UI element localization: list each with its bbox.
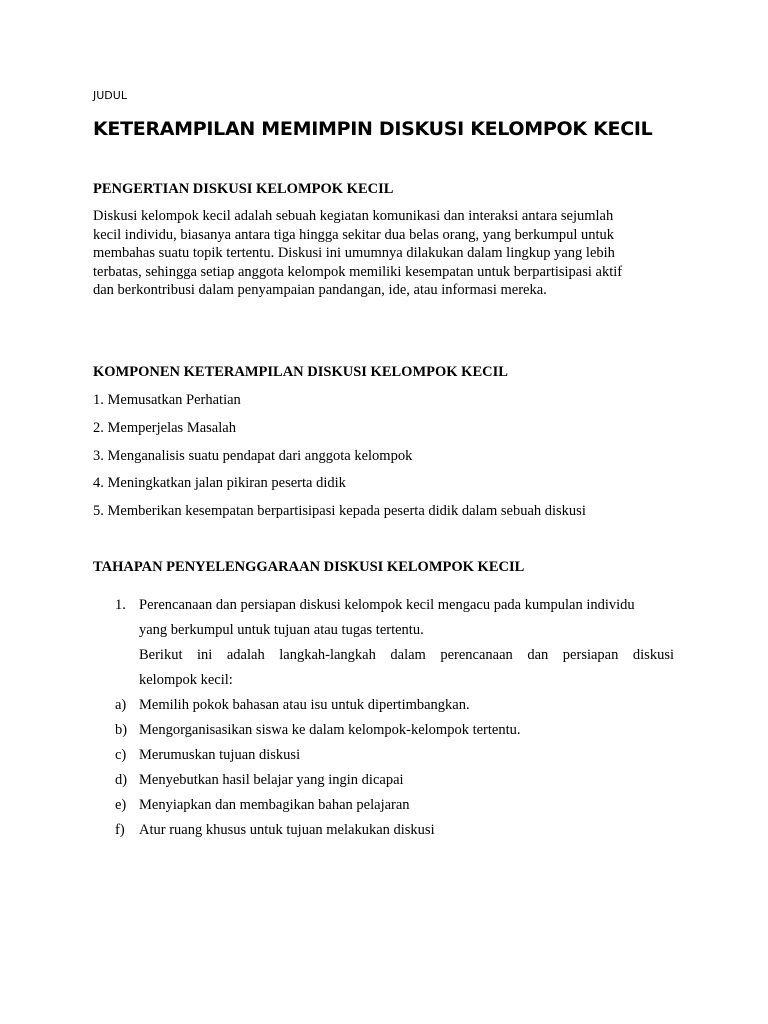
sub-list-text: Atur ruang khusus untuk tujuan melakukan diskusi <box>139 822 435 838</box>
list-item: 3. Menganalisis suatu pendapat dari anggota kelompok <box>93 448 413 464</box>
sub-list-marker: a) <box>115 697 127 713</box>
section-heading-komponen: KOMPONEN KETERAMPILAN DISKUSI KELOMPOK KECIL <box>93 364 508 380</box>
list-item-text: yang berkumpul untuk tujuan atau tugas tertentu. <box>139 622 424 638</box>
list-item-text: kelompok kecil: <box>139 672 233 688</box>
sub-list-marker: e) <box>115 797 127 813</box>
list-item <box>93 593 675 618</box>
sub-list-item <box>93 818 675 843</box>
list-item: 5. Memberikan kesempatan berpartisipasi kepada peserta didik dalam sebuah diskusi <box>93 503 586 519</box>
sub-list-text: Menyebutkan hasil belajar yang ingin dicapai <box>139 772 404 788</box>
paragraph-line: dan berkontribusi dalam penyampaian pandangan, ide, atau informasi mereka. <box>93 282 547 298</box>
sub-list-text: Merumuskan tujuan diskusi <box>139 747 301 763</box>
paragraph-line: terbatas, sehingga setiap anggota kelompok memiliki kesempatan untuk berpartisipasi aktif <box>93 263 623 280</box>
sub-list-marker: f) <box>115 822 125 838</box>
list-item-text: Perencanaan dan persiapan diskusi kelompok kecil mengacu pada kumpulan individu <box>139 597 635 613</box>
paragraph-line: membahas suatu topik tertentu. Diskusi ini umumnya dilakukan dalam lingkup yang lebih <box>93 245 615 261</box>
section-heading-tahapan: TAHAPAN PENYELENGGARAAN DISKUSI KELOMPOK KECIL <box>93 559 525 575</box>
list-number: 1. <box>115 597 126 613</box>
sub-list-item <box>93 743 675 768</box>
sub-list-marker: d) <box>115 772 128 788</box>
list-item-continuation <box>93 643 675 668</box>
sub-list-text: Mengorganisasikan siswa ke dalam kelompok-kelompok tertentu. <box>139 722 521 738</box>
list-item: 4. Meningkatkan jalan pikiran peserta didik <box>93 475 346 491</box>
sub-list-text: Menyiapkan dan membagikan bahan pelajaran <box>139 797 410 813</box>
paragraph-line: kecil individu, biasanya antara tiga hingga sekitar dua belas orang, yang berkumpul untuk <box>93 226 615 243</box>
sub-list-item <box>93 718 675 743</box>
section-heading-pengertian: PENGERTIAN DISKUSI KELOMPOK KECIL <box>93 181 394 197</box>
tahapan-list <box>93 593 675 843</box>
sub-list-item <box>93 793 675 818</box>
list-item-continuation <box>93 668 675 693</box>
sub-list-marker: b) <box>115 722 128 738</box>
document-title: KETERAMPILAN MEMIMPIN DISKUSI KELOMPOK KECIL <box>93 118 653 140</box>
document-label: JUDUL <box>93 89 127 102</box>
sub-list-item <box>93 768 675 793</box>
list-item-text: Berikut ini adalah langkah-langkah dalam perencanaan dan persiapan diskusi <box>139 647 674 663</box>
list-item: 1. Memusatkan Perhatian <box>93 392 241 408</box>
list-item: 2. Memperjelas Masalah <box>93 420 236 436</box>
sub-list-item <box>93 693 675 718</box>
section-paragraph-pengertian <box>93 207 675 300</box>
list-item-continuation <box>93 618 675 643</box>
sub-list-marker: c) <box>115 747 127 763</box>
sub-list-text: Memilih pokok bahasan atau isu untuk dipertimbangkan. <box>139 697 470 713</box>
paragraph-line: Diskusi kelompok kecil adalah sebuah kegiatan komunikasi dan interaksi antara sejumlah <box>93 208 614 224</box>
